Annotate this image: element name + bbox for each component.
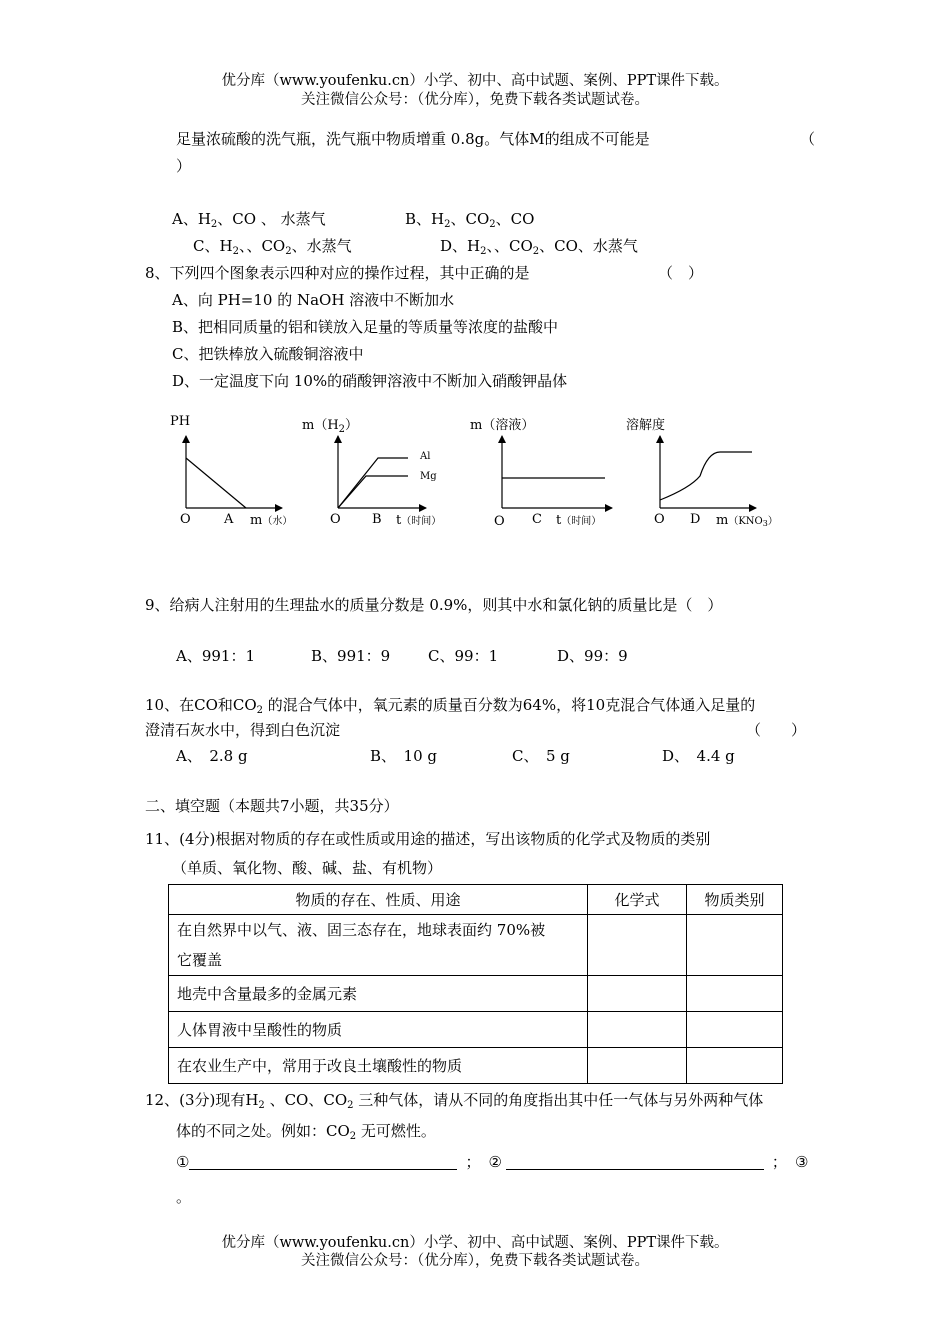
q7-stem: 足量浓硫酸的洗气瓶，洗气瓶中物质增重 0.8g。气体M的组成不可能是 — [176, 130, 650, 148]
q8-paren: （ ） — [658, 264, 704, 282]
q9-stem: 9、给病人注射用的生理盐水的质量分数是 0.9%，则其中水和氯化钠的质量比是（ ） — [145, 596, 723, 614]
q10-line-2: 澄清石灰水中，得到白色沉淀 — [145, 721, 341, 739]
g3-origin: O — [494, 514, 505, 529]
g2-origin: O — [330, 512, 341, 527]
table-cell-formula-blank[interactable] — [588, 1012, 687, 1048]
table-row — [169, 1012, 783, 1048]
g4-origin: O — [654, 512, 665, 527]
q8-option-a: A、向 PH=10 的 NaOH 溶液中不断加水 — [172, 291, 455, 309]
header-line-1: 优分库（www.youfenku.cn）小学、初中、高中试题、案例、PPT课件下载。 — [221, 73, 729, 89]
table-cell-category-blank[interactable] — [687, 915, 783, 976]
g4-curve — [660, 452, 752, 500]
q10-line-1: 10、在CO和$CO_2$ 的混合气体中，氧元素的质量百分数为64%，将10克混合气体通入足量的 — [145, 696, 756, 716]
q12-answers: ① ； ② ； ③ — [176, 1153, 809, 1171]
table-cell-category-blank[interactable] — [687, 976, 783, 1012]
q10-paren: （ ） — [746, 721, 807, 739]
q12-end: 。 — [176, 1188, 192, 1206]
g4-point: D — [690, 512, 701, 527]
g2-mg-label: Mg — [420, 471, 437, 482]
q11-line-1: 11、(4分)根据对物质的存在或性质或用途的描述，写出该物质的化学式及物质的类别 — [145, 830, 711, 848]
q10-option-b: B、 10 g — [370, 747, 437, 765]
table-cell-category-blank[interactable] — [687, 1048, 783, 1084]
table-cell-description: 在农业生产中，常用于改良土壤酸性的物质 — [169, 1048, 588, 1084]
q8-option-c: C、把铁棒放入硫酸铜溶液中 — [172, 345, 364, 363]
table-cell-description: 在自然界中以气、液、固三态存在，地球表面约 70%被 它覆盖 — [169, 915, 588, 976]
g4-xlabel: m（KNO3） — [716, 513, 778, 528]
q12-line-1: 12、(3分)现有$H_2$ 、CO、$CO_2$ 三种气体，请从不同的角度指出其中任一气体与另外两种气体 — [145, 1091, 764, 1111]
q9-option-a: A、991：1 — [176, 647, 256, 665]
table-header-category: 物质类别 — [687, 885, 783, 915]
q10-option-c: C、 5 g — [512, 747, 570, 765]
q10-option-a: A、 2.8 g — [176, 747, 248, 765]
table-cell-formula-blank[interactable] — [588, 915, 687, 976]
table-cell-formula-blank[interactable] — [588, 1048, 687, 1084]
g4-ylabel: 溶解度 — [626, 418, 666, 433]
q11-table — [168, 884, 783, 1084]
g2-line-mg — [338, 476, 408, 508]
table-row — [169, 976, 783, 1012]
table-cell-category-blank[interactable] — [687, 1012, 783, 1048]
section-2-title: 二、填空题（本题共7小题，共35分） — [145, 797, 399, 815]
q7-option-b: B、$H_2$、$CO_2$、CO — [405, 210, 535, 230]
g1-ylabel: PH — [170, 414, 191, 429]
q12-line-2: 体的不同之处。例如：$CO_2$ 无可燃性。 — [176, 1122, 436, 1142]
g2-al-label: Al — [420, 451, 431, 462]
table-row — [169, 1048, 783, 1084]
q11-line-2: （单质、氧化物、酸、碱、盐、有机物） — [172, 859, 443, 877]
q9-option-b: B、991：9 — [311, 647, 391, 665]
q9-option-c: C、99：1 — [428, 647, 499, 665]
g3-point: C — [532, 512, 542, 527]
q8-stem: 8、下列四个图象表示四种对应的操作过程，其中正确的是 — [145, 264, 530, 282]
q7-option-c: C、$H_2$、、$CO_2$、水蒸气 — [193, 237, 352, 257]
g1-line — [186, 458, 246, 508]
g2-xlabel: t（时间） — [396, 513, 442, 528]
table-header-formula: 化学式 — [588, 885, 687, 915]
footer-line-1: 优分库（www.youfenku.cn）小学、初中、高中试题、案例、PPT课件下载。 — [221, 1235, 729, 1251]
footer-line-2: 关注微信公众号：（优分库），免费下载各类试题试卷。 — [301, 1253, 649, 1269]
table-cell-description: 人体胃液中呈酸性的物质 — [169, 1012, 588, 1048]
q7-option-d: D、$H_2$、、$CO_2$、CO、水蒸气 — [440, 237, 638, 257]
g2-line-al — [338, 458, 408, 508]
q8-option-b: B、把相同质量的铝和镁放入足量的等质量等浓度的盐酸中 — [172, 318, 559, 336]
q10-option-d: D、 4.4 g — [662, 747, 735, 765]
g1-point: A — [224, 512, 234, 527]
g3-ylabel: m（溶液） — [470, 418, 535, 433]
q7-option-a: A、$H_2$、CO 、 水蒸气 — [172, 210, 326, 230]
header-line-2: 关注微信公众号：（优分库），免费下载各类试题试卷。 — [301, 92, 649, 108]
q12-blank-1[interactable] — [189, 1153, 457, 1170]
g2-point: B — [372, 512, 382, 527]
table-row — [169, 915, 783, 976]
q8-option-d: D、一定温度下向 10%的硝酸钾溶液中不断加入硝酸钾晶体 — [172, 372, 568, 390]
g1-origin: O — [180, 512, 191, 527]
table-header-row — [169, 885, 783, 915]
q9-option-d: D、99：9 — [557, 647, 628, 665]
q12-blank-2[interactable] — [506, 1153, 764, 1170]
g1-xlabel: m（水） — [250, 513, 293, 528]
g3-xlabel: t（时间） — [556, 513, 602, 528]
table-header-description: 物质的存在、性质、用途 — [169, 885, 588, 915]
q7-paren-open: （ — [800, 130, 816, 148]
table-cell-description: 地壳中含量最多的金属元素 — [169, 976, 588, 1012]
q7-paren-close: ） — [176, 157, 192, 175]
table-cell-formula-blank[interactable] — [588, 976, 687, 1012]
g2-ylabel: $m(H_2)$ — [302, 418, 359, 435]
